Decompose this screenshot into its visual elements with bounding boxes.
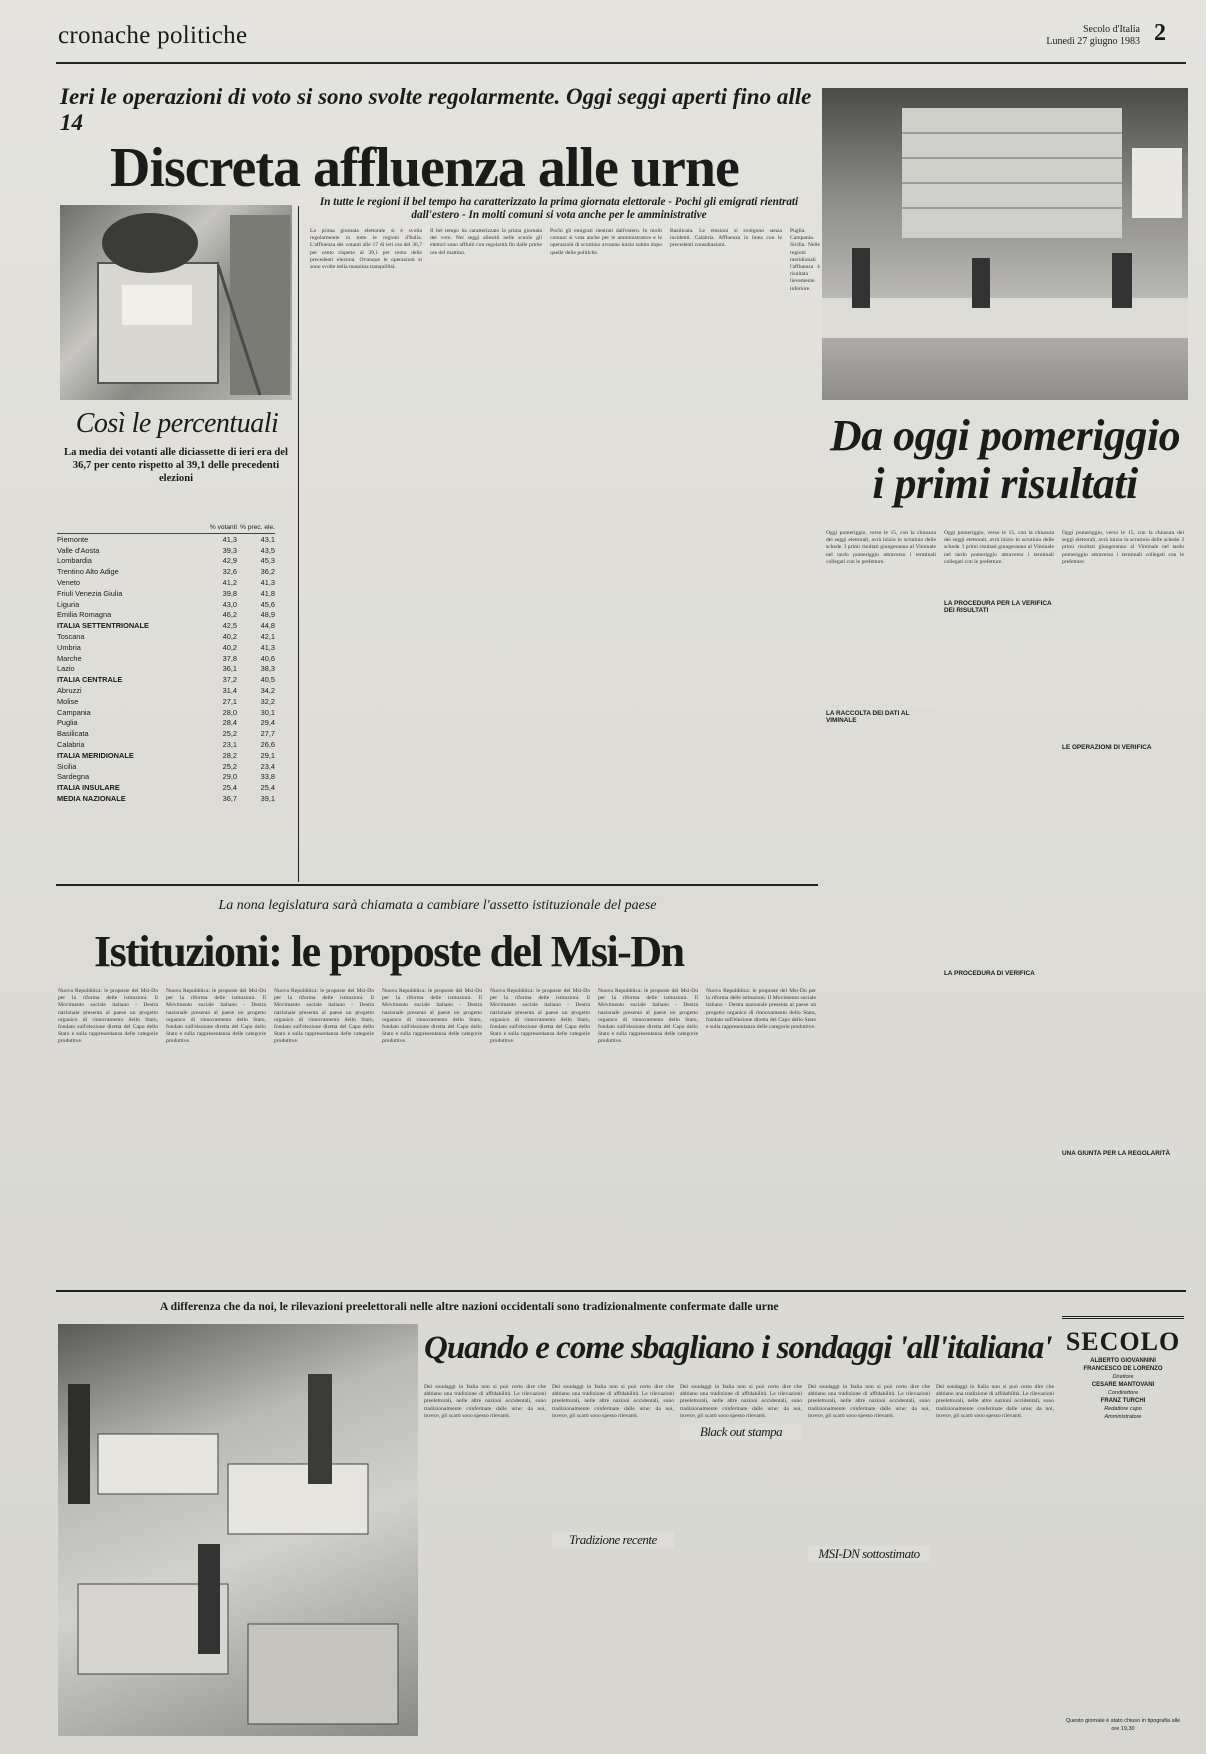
votanti-cell: 25,2 (222, 729, 237, 739)
votanti-cell: 28,0 (222, 707, 237, 717)
article2-headline: Da oggi pomeriggio i primi risultati (829, 411, 1181, 508)
percentuali-subtitle: La media dei votanti alle diciassette di ieri era del 36,7 per cento rispetto al 39,1 delle precedenti elezioni (64, 447, 288, 484)
prec-cell: 43,5 (260, 545, 275, 555)
article3-rule (56, 884, 818, 886)
article2-column-2: Oggi pomeriggio, verso le 15, con la chiusura dei seggi elettorali, avrà inizio lo scrutinio delle schede. I primi risultati giungeranno al Viminale nel tardo pomeriggio attraverso i terminali collegati con le prefetture. (944, 530, 1054, 565)
votanti-cell: 36,1 (222, 664, 237, 674)
article4-column-4: Dei sondaggi in Italia non si può certo dire che abbiano una tradizione di affidabilità. Le rilevazioni preelettorali, nelle altre nazioni occidentali, sono tradizionalmente confermate dalle urne; da noi, invece, gli scarti sono spesso rilevanti. (808, 1384, 930, 1419)
computer-room-photo (58, 1324, 418, 1736)
article3-column-1: Nuova Repubblica: le proposte del Msi-Dn per la riforma delle istituzioni. Il Movimento sociale italiano - Destra nazionale presenta al paese un progetto organico di rinnovamento dello Stato, fondato sull'elezione diretta del Capo dello Stato e sulla rappresentanza delle categorie produttive. (58, 988, 158, 1045)
percentuali-table (57, 521, 275, 804)
votanti-cell: 41,3 (222, 534, 237, 544)
table-row (57, 772, 275, 783)
votanti-cell: 25,2 (222, 761, 237, 771)
article1-deck: In tutte le regioni il bel tempo ha caratterizzato la prima giornata elettorale - Pochi gli emigrati rientrati dall'estero - In molti comuni si vota anche per le amministrative (319, 196, 799, 221)
prec-cell: 40,5 (260, 675, 275, 685)
voting-booth-photo (60, 205, 292, 400)
votanti-cell: 28,4 (222, 718, 237, 728)
article3-column-4: Nuova Repubblica: le proposte del Msi-Dn per la riforma delle istituzioni. Il Movimento sociale italiano - Destra nazionale presenta al paese un progetto organico di rinnovamento dello Stato, fondato sull'elezione diretta del Capo dello Stato e sulla rappresentanza delle categorie produttive. (382, 988, 482, 1045)
table-row (57, 664, 275, 675)
article2-column-3: Oggi pomeriggio, verso le 15, con la chiusura dei seggi elettorali, avrà inizio lo scrutinio delle schede. I primi risultati giungeranno al Viminale nel tardo pomeriggio attraverso i terminali collegati con le prefetture. (1062, 530, 1184, 565)
region-cell: Piemonte (57, 534, 89, 544)
table-row (57, 545, 275, 556)
article4-rule (56, 1290, 1186, 1292)
article4-kicker: A differenza che da noi, le rilevazioni preelettorali nelle altre nazioni occidentali sono tradizionalmente confermate dalle urne (160, 1300, 779, 1313)
article4-column-5: Dei sondaggi in Italia non si può certo dire che abbiano una tradizione di affidabilità. Le rilevazioni preelettorali, nelle altre nazioni occidentali, sono tradizionalmente confermate dalle urne; da noi, invece, gli scarti sono spesso rilevanti. (936, 1384, 1054, 1419)
prec-cell: 27,7 (260, 729, 275, 739)
viminale-photo (822, 88, 1188, 400)
section-title: cronache politiche (58, 22, 248, 49)
subhead-black-out: Black out stampa (680, 1424, 802, 1440)
article4-column-1: Dei sondaggi in Italia non si può certo dire che abbiano una tradizione di affidabilità. Le rilevazioni preelettorali, nelle altre nazioni occidentali, sono tradizionalmente confermate dalle urne; da noi, invece, gli scarti sono spesso rilevanti. (424, 1384, 546, 1419)
photo-illustration-3 (58, 1324, 418, 1736)
staff-name: FRANCESCO DE LORENZO (1083, 1366, 1163, 1372)
region-cell: Veneto (57, 578, 81, 588)
table-row (57, 610, 275, 621)
region-cell: Molise (57, 696, 79, 706)
table-row (57, 577, 275, 588)
table-row (57, 782, 275, 793)
votanti-cell: 37,2 (222, 675, 237, 685)
votanti-cell: 28,2 (222, 750, 237, 760)
table-row (57, 739, 275, 750)
votanti-cell: 39,3 (222, 545, 237, 555)
table-row (57, 653, 275, 664)
subhead-msi-dn: MSI-DN sottostimato (808, 1546, 930, 1562)
article3-column-6: Nuova Repubblica: le proposte del Msi-Dn per la riforma delle istituzioni. Il Movimento sociale italiano - Destra nazionale presenta al paese un progetto organico di rinnovamento dello Stato, fondato sull'elezione diretta del Capo dello Stato e sulla rappresentanza delle categorie produttive. (598, 988, 698, 1045)
table-row (57, 707, 275, 718)
prec-cell: 36,2 (260, 567, 275, 577)
votanti-cell: 40,2 (222, 642, 237, 652)
region-cell: Sardegna (57, 772, 90, 782)
page-number: 2 (1154, 20, 1166, 46)
staff-role: Amministratore (1104, 1414, 1142, 1420)
region-cell: Valle d'Aosta (57, 545, 100, 555)
region-cell: ITALIA CENTRALE (57, 675, 123, 685)
table-row (57, 620, 275, 631)
photo-illustration-2 (822, 88, 1188, 400)
masthead-box (1062, 1316, 1184, 1739)
prec-cell: 41,3 (260, 578, 275, 588)
region-cell: ITALIA SETTENTRIONALE (57, 621, 149, 631)
region-cell: Trentino Alto Adige (57, 567, 119, 577)
region-cell: Lazio (57, 664, 75, 674)
prec-cell: 42,1 (260, 632, 275, 642)
table-row (57, 642, 275, 653)
votanti-cell: 25,4 (222, 783, 237, 793)
header-rule (56, 62, 1186, 64)
prec-cell: 41,3 (260, 642, 275, 652)
region-cell: Emilia Romagna (57, 610, 112, 620)
table-row (57, 674, 275, 685)
votanti-cell: 40,2 (222, 632, 237, 642)
table-row (57, 793, 275, 804)
prec-cell: 40,6 (260, 653, 275, 663)
staff-name: FRANZ TURCHI (1100, 1398, 1146, 1404)
staff-role: Direttore (1112, 1374, 1134, 1380)
votanti-cell: 27,1 (222, 696, 237, 706)
prec-cell: 45,6 (260, 599, 275, 609)
prec-cell: 29,1 (260, 750, 275, 760)
table-body (57, 534, 275, 804)
column-divider (298, 206, 299, 882)
prec-cell: 29,4 (260, 718, 275, 728)
table-row (57, 696, 275, 707)
article3-column-7: Nuova Repubblica: le proposte del Msi-Dn per la riforma delle istituzioni. Il Movimento sociale italiano - Destra nazionale presenta al paese un progetto organico di rinnovamento dello Stato, fondato sull'elezione diretta del Capo dello Stato e sulla rappresentanza delle categorie produttive. (706, 988, 816, 1031)
article1-column-5: Puglia. Campania. Sicilia. Nelle regioni meridionali l'affluenza è risultata lievemente inferiore. (790, 228, 820, 292)
table-row (57, 761, 275, 772)
region-cell: Umbria (57, 642, 81, 652)
article3-kicker: La nona legislatura sarà chiamata a cambiare l'assetto istituzionale del paese (218, 898, 657, 913)
article1-kicker: Ieri le operazioni di voto si sono svolte regolarmente. Oggi seggi aperti fino alle 14 (60, 84, 812, 135)
votanti-cell: 36,7 (222, 794, 237, 804)
prec-cell: 30,1 (260, 707, 275, 717)
prec-cell: 48,9 (260, 610, 275, 620)
region-cell: ITALIA MERIDIONALE (57, 750, 134, 760)
article3-column-5: Nuova Repubblica: le proposte del Msi-Dn per la riforma delle istituzioni. Il Movimento sociale italiano - Destra nazionale presenta al paese un progetto organico di rinnovamento dello Stato, fondato sull'elezione diretta del Capo dello Stato e sulla rappresentanza delle categorie produttive. (490, 988, 590, 1045)
region-cell: Lombardia (57, 556, 92, 566)
article1-column-2: Il bel tempo ha caratterizzato la prima giornata del voto. Nei seggi allestiti nelle scuole gli elettori sono affluiti con regolarità fin dalle prime ore del mattino. (430, 228, 542, 256)
article4-column-2: Dei sondaggi in Italia non si può certo dire che abbiano una tradizione di affidabilità. Le rilevazioni preelettorali, nelle altre nazioni occidentali, sono tradizionalmente confermate dalle urne; da noi, invece, gli scarti sono spesso rilevanti. (552, 1384, 674, 1419)
prec-cell: 39,1 (260, 794, 275, 804)
region-cell: MEDIA NAZIONALE (57, 794, 126, 804)
table-header (57, 521, 275, 534)
votanti-cell: 43,0 (222, 599, 237, 609)
subhead-verifica: LA PROCEDURA PER LA VERIFICA DEI RISULTATI (944, 600, 1054, 614)
region-cell: Toscana (57, 632, 85, 642)
votanti-cell: 37,8 (222, 653, 237, 663)
prec-cell: 25,4 (260, 783, 275, 793)
issue-date: Lunedì 27 giugno 1983 (1046, 36, 1140, 47)
region-cell: Marche (57, 653, 82, 663)
subhead-viminale: LA RACCOLTA DEI DATI AL VIMINALE (826, 710, 936, 724)
secolo-logo: SECOLO (1065, 1327, 1181, 1356)
region-cell: Campania (57, 707, 91, 717)
prec-cell: 33,8 (260, 772, 275, 782)
article3-headline: Istituzioni: le proposte del Msi-Dn (94, 927, 684, 976)
table-row (57, 685, 275, 696)
article4-column-3: Dei sondaggi in Italia non si può certo dire che abbiano una tradizione di affidabilità. Le rilevazioni preelettorali, nelle altre nazioni occidentali, sono tradizionalmente confermate dalle urne; da noi, invece, gli scarti sono spesso rilevanti. (680, 1384, 802, 1419)
staff-name: CESARE MANTOVANI (1091, 1382, 1155, 1388)
percentuali-title: Così le percentuali (75, 408, 279, 439)
prec-cell: 44,8 (260, 621, 275, 631)
prec-cell: 34,2 (260, 686, 275, 696)
subhead-operazioni: LE OPERAZIONI DI VERIFICA (1062, 744, 1184, 751)
article3-column-2: Nuova Repubblica: le proposte del Msi-Dn per la riforma delle istituzioni. Il Movimento sociale italiano - Destra nazionale presenta al paese un progetto organico di rinnovamento dello Stato, fondato sull'elezione diretta del Capo dello Stato e sulla rappresentanza delle categorie produttive. (166, 988, 266, 1045)
article3-column-3: Nuova Repubblica: le proposte del Msi-Dn per la riforma delle istituzioni. Il Movimento sociale italiano - Destra nazionale presenta al paese un progetto organico di rinnovamento dello Stato, fondato sull'elezione diretta del Capo dello Stato e sulla rappresentanza delle categorie produttive. (274, 988, 374, 1045)
table-row (57, 534, 275, 545)
prec-cell: 45,3 (260, 556, 275, 566)
paper-dateline (1046, 24, 1140, 48)
table-row (57, 556, 275, 567)
subhead-giunta: UNA GIUNTA PER LA REGOLARITÀ (1062, 1150, 1184, 1157)
table-row (57, 750, 275, 761)
region-cell: Basilicata (57, 729, 89, 739)
article1-headline: Discreta affluenza alle urne (110, 137, 739, 199)
article2-column-1: Oggi pomeriggio, verso le 15, con la chiusura dei seggi elettorali, avrà inizio lo scrutinio delle schede. I primi risultati giungeranno al Viminale nel tardo pomeriggio attraverso i terminali collegati con le prefetture. (826, 530, 936, 565)
prec-cell: 43,1 (260, 534, 275, 544)
table-row (57, 566, 275, 577)
article4-headline: Quando e come sbagliano i sondaggi 'all'italiana' (424, 1330, 1052, 1366)
votanti-cell: 46,2 (222, 610, 237, 620)
staff-name: ALBERTO GIOVANNINI (1090, 1358, 1156, 1364)
table-row (57, 718, 275, 729)
table-row (57, 631, 275, 642)
staff-role: Redattore capo (1104, 1406, 1142, 1412)
article1-column-4: Basilicata. Le elezioni si svolgono senza incidenti. Calabria. Affluenza in linea con le precedenti consultazioni. (670, 228, 782, 249)
prec-cell: 41,8 (260, 588, 275, 598)
table-row (57, 599, 275, 610)
col-votanti-header: % votanti (209, 523, 237, 531)
prec-cell: 38,3 (260, 664, 275, 674)
article1-column-1: La prima giornata elettorale si è svolta regolarmente in tutte le regioni d'Italia. L'affluenza dei votanti alle 17 di ieri era del 36,7 per cento rispetto al 39,1 per cento delle precedenti elezioni. Ovunque le operazioni si sono svolte nella massima tranquillità. (310, 228, 422, 271)
subhead-tradizione: Tradizione recente (552, 1532, 674, 1548)
region-cell: Abruzzi (57, 686, 82, 696)
col-prec-header: % prec. ele. (240, 523, 275, 531)
votanti-cell: 23,1 (222, 740, 237, 750)
article1-column-3: Pochi gli emigrati rientrati dall'estero. In molti comuni si vota anche per le amministrative e le operazioni di scrutinio avranno inizio subito dopo quelle delle politiche. (550, 228, 662, 256)
subhead-procedura: LA PROCEDURA DI VERIFICA (944, 970, 1054, 977)
region-cell: Sicilia (57, 761, 77, 771)
region-cell: Liguria (57, 599, 80, 609)
votanti-cell: 41,2 (222, 578, 237, 588)
votanti-cell: 29,0 (222, 772, 237, 782)
prec-cell: 32,2 (260, 696, 275, 706)
region-cell: Friuli Venezia Giulia (57, 588, 123, 598)
table-row (57, 588, 275, 599)
votanti-cell: 42,5 (222, 621, 237, 631)
votanti-cell: 39,8 (222, 588, 237, 598)
prec-cell: 23,4 (260, 761, 275, 771)
votanti-cell: 31,4 (222, 686, 237, 696)
masthead-lines (1062, 1357, 1184, 1421)
masthead-footer: Questo giornale è stato chiuso in tipografia alle ore 19,30 (1065, 1718, 1181, 1732)
table-row (57, 728, 275, 739)
photo-illustration (60, 205, 292, 400)
region-cell: ITALIA INSULARE (57, 783, 120, 793)
paper-name: Secolo d'Italia (1082, 24, 1140, 35)
votanti-cell: 32,6 (222, 567, 237, 577)
region-cell: Puglia (57, 718, 78, 728)
votanti-cell: 42,9 (222, 556, 237, 566)
region-cell: Calabria (57, 740, 85, 750)
staff-role: Condirettore (1107, 1390, 1139, 1396)
prec-cell: 26,6 (260, 740, 275, 750)
